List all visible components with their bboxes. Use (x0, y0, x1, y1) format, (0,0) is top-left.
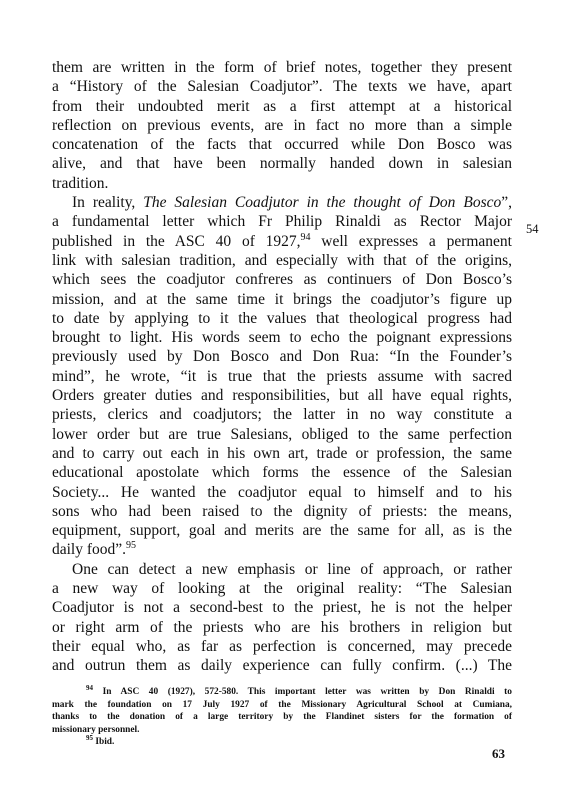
text-line: link with salesian tradition, and especially with that of the origins, (52, 251, 512, 269)
text-line: lower order but are true Salesians, obliged to the same perfection (52, 425, 512, 443)
footnote-line: $^{94}$ In ASC 40 (1927), 572-580. This important letter was written by Don Rinaldi to (86, 683, 512, 697)
text-line: a “History of the Salesian Coadjutor”. The texts we have, apart (52, 78, 512, 96)
text-line: In reality, The Salesian Coadjutor in the thought of Don Bosco”, (72, 194, 512, 212)
footnote-line: missionary personnel. (52, 724, 140, 735)
text-line: One can detect a new emphasis or line of approach, or rather (72, 560, 512, 578)
text-line: sons who had been raised to the dignity of priests: the means, (52, 502, 512, 520)
margin-reference-number: 54 (526, 222, 539, 236)
footnote-marker: 94 (86, 683, 93, 692)
text-line: from their undoubted merit as a first attempt at a historical (52, 97, 512, 115)
text-line: priests, clerics and coadjutors; the latter in no way constitute a (52, 406, 512, 424)
footnote-line: $^{95}$ Ibid. (86, 734, 115, 748)
footnote-line: thanks to the donation of a large territory by the Flandinet sisters for the formation of (52, 712, 512, 723)
text-line: mission, and at the same time it brings the coadjutor’s figure up (52, 290, 512, 308)
main-text (52, 58, 512, 676)
text-line: alive, and that have been normally handed down in salesian (52, 155, 512, 173)
text-line: them are written in the form of brief notes, together they present (52, 59, 512, 76)
text-line: Society... He wanted the coadjutor equal to himself and to his (52, 483, 512, 501)
text-line: which sees the coadjutor confreres as continuers of Don Bosco’s (52, 271, 512, 289)
text-line: or right arm of the priests who are his brothers in religion but (52, 618, 512, 636)
text-line: Coadjutor is not a second-best to the priest, he is not the helper (52, 599, 512, 617)
footnote-line: mark the foundation on 17 July 1927 of the Missionary Agricultural School at Cumiana, (52, 699, 512, 710)
text-line: concatenation of the facts that occurred while Don Bosco was (52, 136, 512, 154)
footnotes (52, 683, 512, 749)
text-line: equipment, support, goal and merits are the same for all, as is the (52, 522, 512, 540)
letter-title: The Salesian Coadjutor in the thought of Don Bosco (143, 194, 502, 212)
text-line: a new way of looking at the original reality: “The Salesian (52, 580, 512, 598)
text-line: tradition. (52, 174, 109, 192)
text-line: brought to light. His words seem to echo the poignant expressions (52, 329, 512, 347)
page-number: 63 (492, 746, 505, 761)
text-line: and to carry out each in his own art, trade or profession, the same (52, 444, 512, 462)
text-line: their equal who, as far as perfection is concerned, may precede (52, 637, 512, 655)
text-line: reflection on previous events, are in fact no more than a simple (52, 116, 512, 134)
text-line: and outrun them as daily experience can fully confirm. (...) The (52, 657, 512, 675)
footnote-ref: 95 (126, 540, 137, 552)
text-line: mind”, he wrote, “it is true that the priests assume with sacred (52, 367, 512, 385)
text-line: to date by applying to it the values that theological progress had (52, 309, 512, 327)
text-line: Orders greater duties and responsibilities, but all have equal rights, (52, 387, 512, 405)
text-line: daily food”.$^{95}$ (52, 540, 137, 559)
text-line: previously used by Don Bosco and Don Rua: “In the Founder’s (52, 348, 512, 366)
text-line: published in the ASC 40 of 1927,94 well expresses a permanent (52, 231, 512, 250)
footnote-ref: 94 (300, 231, 311, 243)
text-line: a fundamental letter which Fr Philip Rinaldi as Rector Major (52, 213, 512, 231)
text-line: educational apostolate which forms the essence of the Salesian (52, 464, 512, 482)
footnote-marker: 95 (86, 734, 93, 743)
